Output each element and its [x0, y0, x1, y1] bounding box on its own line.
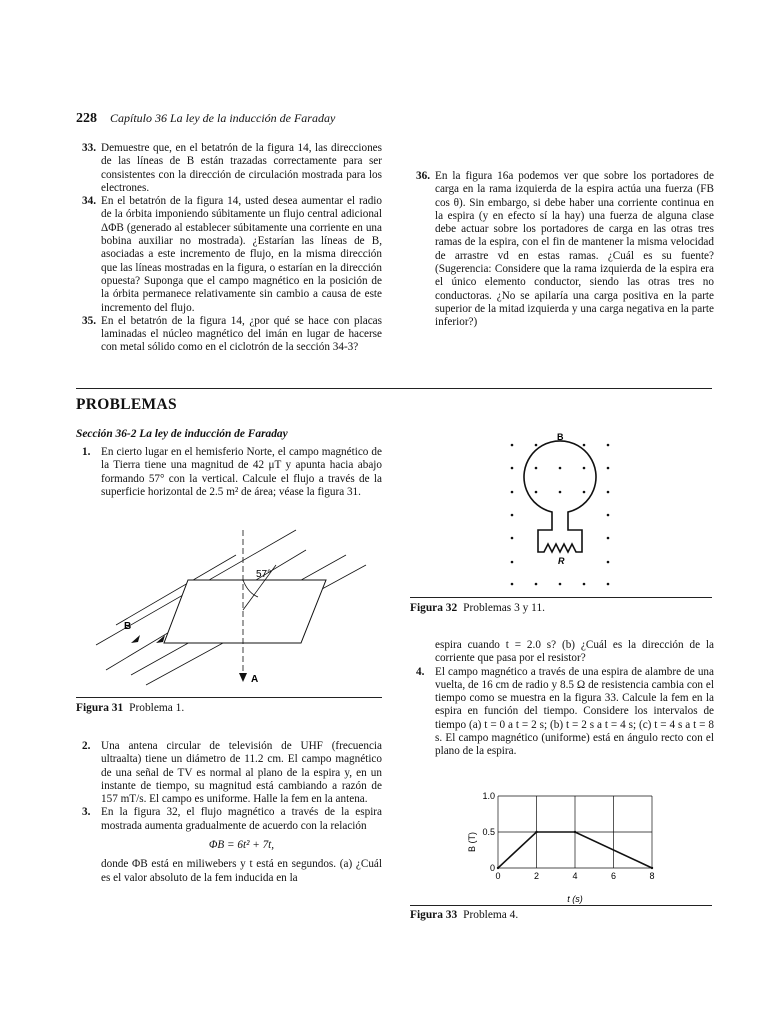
chart-point	[535, 831, 537, 833]
questions-right-column	[410, 170, 714, 330]
figure-31-caption: Figura 31 Problema 1.	[76, 702, 185, 714]
questions-left-column	[76, 142, 382, 355]
chart-xtick-label: 6	[610, 871, 617, 881]
fig31-b-label: B	[124, 621, 132, 632]
problem-1: 1. En cierto lugar en el hemisferio Norte, el campo magnético de la Tierra tiene una magnitud de 42 μT y apunta hacia abajo formando 57° con la vertical. Calcule el flujo a través de la superficie horizontal de 2.5 m² de área; véase la figura 31.	[82, 446, 382, 498]
chart-xtick-label: 0	[495, 871, 501, 881]
problem-3-equation: ΦB = 6t² + 7t,	[208, 839, 275, 852]
figure-33-chart	[460, 780, 680, 905]
problem-3-continued: espira cuando t = 2.0 s? (b) ¿Cuál es la dirección de la corriente que pasa por el resistor?	[435, 639, 714, 665]
problem-3: 3. En la figura 32, el flujo magnético a través de la espira mostrada aumenta gradualmente de acuerdo con la relación ΦB = 6t² + 7t, donde ΦB está en miliwebers y t está en segundos. (a) ¿Cuál es el valor absoluto de la fem inducida en la	[82, 806, 382, 884]
chapter-title: Capítulo 36 La ley de la inducción de Faraday	[110, 111, 336, 125]
page-number: 228	[76, 111, 97, 126]
chart-xtick-label: 2	[533, 871, 540, 881]
page-header	[76, 112, 335, 125]
fig32-b-label: B	[557, 432, 564, 442]
chart-point	[497, 867, 499, 869]
fig31-a-label: A	[251, 674, 259, 685]
fig32-rule	[410, 597, 712, 598]
problems-2-3	[76, 740, 382, 885]
chart-ytick-label: 0	[489, 863, 495, 873]
problem-4: 4. El campo magnético a través de una espira de alambre de una vuelta, de 16 cm de radio y 8.5 Ω de resistencia cambia con el tiempo como se muestra en la figura 33. Calcule la fem en la espira en función del tiempo. Considere los intervalos de tiempo (a) t = 0 a t = 2 s; (b) t = 2 s a t = 4 s; (c) t = 4 s a t = 8 s. El campo magnético (uniforme) está en ángulo recto con el plano de la espira.	[416, 665, 714, 758]
question-35: 35. En el betatrón de la figura 14, ¿por qué se hace con placas laminadas el núcleo magnético del imán en lugar de hacerse con metal sólido como en el ciclotrón de la sección 34-3?	[82, 314, 382, 354]
chart-ytick-label: 0.5	[482, 827, 495, 837]
figure-32-caption: Figura 32 Problemas 3 y 11.	[410, 602, 545, 614]
problems-3cont-4	[410, 639, 714, 759]
chart-point	[651, 867, 653, 869]
chart-xtick-label: 8	[649, 871, 655, 881]
chart-ticks	[482, 791, 654, 881]
chart-ytick-label: 1.0	[482, 791, 495, 801]
question-34: 34. En el betatrón de la figura 14, usted desea aumentar el radio de la órbita imponiendo súbitamente un flujo central adicional ΔΦB (generado al establecer súbitamente una corriente en una bobina auxiliar no mostrada). ¿Estarían las líneas de B, asociadas a este incremento de flujo, en la misma dirección que las líneas mostradas en la figura, o estarían en la dirección opuesta? Suponga que el campo magnético en la posición de la órbita permanece relativamente sin cambio a causa de este incremento del flujo.	[82, 195, 382, 314]
chart-xtick-label: 4	[572, 871, 578, 881]
problem-2: 2. Una antena circular de televisión de UHF (frecuencia ultraalta) tiene un diámetro de 11.2 cm. El campo magnético de una señal de TV es normal al plano de la espira y, en un instante de tiempo, su magnitud está cambiando a razón de 157 mT/s. El campo es uniforme. Halle la fem en la antena.	[82, 740, 382, 806]
fig32-r-label: R	[558, 556, 565, 566]
figure-33-caption: Figura 33 Problema 4.	[410, 909, 519, 921]
fig31-angle-label: 57°	[256, 569, 272, 580]
subsection-title: Sección 36-2 La ley de inducción de Faraday	[76, 428, 288, 440]
section-rule	[76, 388, 712, 389]
figure-32-diagram	[500, 430, 620, 590]
question-33: 33. Demuestre que, en el betatrón de la figura 14, las direcciones de las líneas de B están trazadas correctamente para ser consistentes con la dirección de circulación mostrada para los electrones.	[82, 142, 382, 194]
question-36: 36. En la figura 16a podemos ver que sobre los portadores de carga en la rama izquierda de la espira actúa una fuerza (FB cos θ). Sin embargo, si debe haber una corriente continua en la espira (y en efecto sí la hay) una fuerza de alguna clase debe actuar sobre los portadores de carga en las otras tres ramas de la espira, con el fin de mantener la misma velocidad de arrastre vd en estas ramas. ¿Cuál es su fuente? (Sugerencia: Considere que la rama izquierda de la espira era el único elemento conductor, siendo las otras tres no conductoras. ¿No se apilaría una carga positiva en la parte superior de la mitad izquierda y una carga negativa en la parte inferior?)	[416, 170, 714, 329]
chart-point	[574, 831, 576, 833]
chart-ylabel: B (T)	[467, 832, 477, 852]
fig33-rule	[410, 905, 712, 906]
section-title: PROBLEMAS	[76, 396, 177, 413]
chart-xlabel: t (s)	[567, 894, 583, 904]
fig31-rule	[76, 697, 382, 698]
figure-31-diagram	[76, 525, 386, 695]
